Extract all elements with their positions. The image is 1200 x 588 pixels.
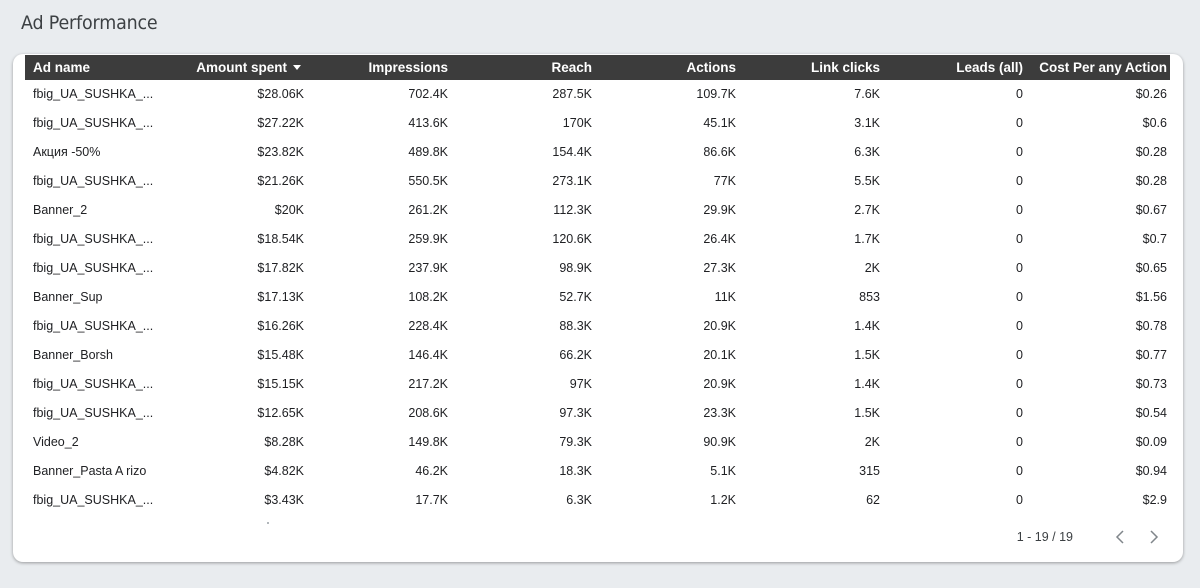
table-row[interactable] <box>25 428 1170 457</box>
cell-ad-name: fbig_UA_SUSHKA_... <box>33 261 154 275</box>
cell-leads-all: 0 <box>1016 319 1023 333</box>
cell-actions: 45.1K <box>703 116 736 130</box>
table-body <box>25 80 1170 520</box>
cell-ad-name: fbig_UA_SUSHKA_... <box>33 406 154 420</box>
cell-amount-spent: $15.48K <box>257 348 304 362</box>
cell-actions: 86.6K <box>703 145 736 159</box>
cell-reach: 154.4K <box>552 145 592 159</box>
column-header-label: Amount spent <box>196 60 287 75</box>
cell-reach: 79.3K <box>559 435 592 449</box>
cell-amount-spent: $16.26K <box>257 319 304 333</box>
cell-actions: 5.1K <box>710 464 736 478</box>
cell-reach: 66.2K <box>559 348 592 362</box>
cell-ad-name: Акция -50% <box>33 145 101 159</box>
column-header-cost-per-action[interactable] <box>1030 55 1167 80</box>
column-header-label: Link clicks <box>810 60 880 75</box>
cell-amount-spent: $4.82K <box>264 464 304 478</box>
table-row[interactable] <box>25 283 1170 312</box>
cell-actions: 20.1K <box>703 348 736 362</box>
cell-cost-per-action: $0.73 <box>1135 377 1167 391</box>
cell-impressions: 17.7K <box>415 493 448 507</box>
cell-link-clicks: 5.5K <box>854 174 880 188</box>
cell-ad-name: fbig_UA_SUSHKA_... <box>33 493 154 507</box>
table-row[interactable] <box>25 399 1170 428</box>
pagination <box>1017 526 1163 548</box>
cell-ad-name: fbig_UA_SUSHKA_... <box>33 116 154 130</box>
cell-cost-per-action: $0.6 <box>1142 116 1167 130</box>
cell-link-clicks: 62 <box>866 493 880 507</box>
cell-link-clicks: 1.4K <box>854 319 880 333</box>
cell-amount-spent: $17.13K <box>257 290 304 304</box>
cell-ad-name: fbig_UA_SUSHKA_... <box>33 319 154 333</box>
column-header-actions[interactable] <box>613 55 736 80</box>
cell-reach: 170K <box>562 116 592 130</box>
cell-leads-all: 0 <box>1016 232 1023 246</box>
table-row[interactable] <box>25 196 1170 225</box>
cell-impressions: 259.9K <box>408 232 448 246</box>
table-header <box>25 55 1170 80</box>
cell-reach: 98.9K <box>559 261 592 275</box>
cell-impressions: 146.4K <box>408 348 448 362</box>
previous-page-button[interactable] <box>1111 528 1129 546</box>
cell-impressions: 208.6K <box>408 406 448 420</box>
table-row[interactable] <box>25 254 1170 283</box>
cell-actions: 27.3K <box>703 261 736 275</box>
cell-amount-spent: $18.54K <box>257 232 304 246</box>
cell-link-clicks: 1.5K <box>854 406 880 420</box>
cell-leads-all: 0 <box>1016 145 1023 159</box>
cell-amount-spent: $28.06K <box>257 87 304 101</box>
column-header-leads-all[interactable] <box>901 55 1023 80</box>
cell-link-clicks: 315 <box>859 464 880 478</box>
cell-leads-all: 0 <box>1016 261 1023 275</box>
cell-leads-all: 0 <box>1016 406 1023 420</box>
table-row[interactable] <box>25 138 1170 167</box>
ad-performance-table-card <box>13 54 1183 562</box>
cell-impressions: 46.2K <box>415 464 448 478</box>
cell-cost-per-action: $0.28 <box>1135 174 1167 188</box>
column-header-reach[interactable] <box>470 55 592 80</box>
cell-leads-all: 0 <box>1016 348 1023 362</box>
table-row[interactable] <box>25 80 1170 109</box>
cell-leads-all: 0 <box>1016 116 1023 130</box>
cell-impressions: 489.8K <box>408 145 448 159</box>
cell-actions: 109.7K <box>696 87 736 101</box>
cell-link-clicks: 2.7K <box>854 203 880 217</box>
cell-reach: 97.3K <box>559 406 592 420</box>
table-row[interactable] <box>25 109 1170 138</box>
cell-impressions: 237.9K <box>408 261 448 275</box>
cell-link-clicks: 2K <box>864 261 880 275</box>
cell-leads-all: 0 <box>1016 377 1023 391</box>
page-title: Ad Performance <box>21 12 158 34</box>
cell-link-clicks: 7.6K <box>854 87 880 101</box>
table-row[interactable] <box>25 457 1170 486</box>
cell-ad-name: Banner_Pasta A rizo <box>33 464 147 478</box>
chevron-right-icon <box>1149 530 1159 544</box>
column-header-label: Actions <box>686 60 736 75</box>
cell-reach: 88.3K <box>559 319 592 333</box>
table-row[interactable] <box>25 225 1170 254</box>
column-header-label: Impressions <box>368 60 448 75</box>
cell-ad-name: Video_2 <box>33 435 79 449</box>
cell-actions: 90.9K <box>703 435 736 449</box>
cell-reach: 120.6K <box>552 232 592 246</box>
table-row[interactable] <box>25 370 1170 399</box>
cell-ad-name: Banner_2 <box>33 203 88 217</box>
cell-actions: 20.9K <box>703 377 736 391</box>
cell-cost-per-action: $2.9 <box>1142 493 1167 507</box>
cell-impressions: 702.4K <box>408 87 448 101</box>
cell-cost-per-action: $0.67 <box>1135 203 1167 217</box>
cell-cost-per-action: $0.28 <box>1135 145 1167 159</box>
cell-amount-spent: $20K <box>274 203 304 217</box>
cell-reach: 18.3K <box>559 464 592 478</box>
cell-actions: 77K <box>713 174 736 188</box>
cell-leads-all: 0 <box>1016 464 1023 478</box>
cell-link-clicks: 6.3K <box>854 145 880 159</box>
table-row[interactable] <box>25 486 1170 515</box>
cell-leads-all: 0 <box>1016 174 1023 188</box>
cell-reach: 52.7K <box>559 290 592 304</box>
cell-cost-per-action: $0.77 <box>1135 348 1167 362</box>
chevron-left-icon <box>1115 530 1125 544</box>
cell-link-clicks: 1.4K <box>854 377 880 391</box>
column-header-label: Ad name <box>33 60 91 75</box>
cell-amount-spent: $21.26K <box>257 174 304 188</box>
column-header-amount-spent[interactable] <box>165 55 301 80</box>
cell-link-clicks: 1.5K <box>854 348 880 362</box>
cell-ad-name: Banner_Sup <box>33 290 103 304</box>
cell-leads-all: 0 <box>1016 87 1023 101</box>
cell-leads-all: 0 <box>1016 435 1023 449</box>
table-row[interactable] <box>25 167 1170 196</box>
next-page-button[interactable] <box>1145 528 1163 546</box>
cell-amount-spent: $15.15K <box>257 377 304 391</box>
cell-cost-per-action: $0.7 <box>1142 232 1167 246</box>
partial-row-indicator <box>267 522 269 524</box>
pagination-range: 1 - 19 / 19 <box>1016 530 1073 544</box>
table-row[interactable] <box>25 312 1170 341</box>
cell-cost-per-action: $0.09 <box>1135 435 1167 449</box>
cell-link-clicks: 853 <box>859 290 880 304</box>
cell-reach: 112.3K <box>553 203 592 217</box>
cell-actions: 23.3K <box>703 406 736 420</box>
cell-ad-name: fbig_UA_SUSHKA_... <box>33 174 154 188</box>
cell-amount-spent: $12.65K <box>257 406 304 420</box>
cell-impressions: 108.2K <box>408 290 448 304</box>
cell-ad-name: fbig_UA_SUSHKA_... <box>33 232 154 246</box>
cell-amount-spent: $17.82K <box>257 261 304 275</box>
cell-actions: 26.4K <box>703 232 736 246</box>
cell-cost-per-action: $0.94 <box>1135 464 1167 478</box>
cell-cost-per-action: $0.54 <box>1135 406 1167 420</box>
cell-cost-per-action: $0.78 <box>1135 319 1167 333</box>
cell-reach: 97K <box>569 377 592 391</box>
cell-cost-per-action: $0.65 <box>1135 261 1167 275</box>
cell-link-clicks: 3.1K <box>854 116 880 130</box>
column-header-label: Leads (all) <box>956 60 1023 75</box>
cell-impressions: 413.6K <box>408 116 448 130</box>
column-header-label: Cost Per any Action <box>1039 60 1167 75</box>
cell-impressions: 550.5K <box>408 174 448 188</box>
cell-cost-per-action: $0.26 <box>1135 87 1167 101</box>
cell-impressions: 261.2K <box>408 203 448 217</box>
cell-amount-spent: $3.43K <box>264 493 304 507</box>
cell-link-clicks: 1.7K <box>854 232 880 246</box>
cell-ad-name: fbig_UA_SUSHKA_... <box>33 87 154 101</box>
cell-actions: 20.9K <box>703 319 736 333</box>
column-header-link-clicks[interactable] <box>757 55 880 80</box>
cell-leads-all: 0 <box>1016 290 1023 304</box>
cell-amount-spent: $8.28K <box>264 435 304 449</box>
cell-reach: 287.5K <box>552 87 592 101</box>
cell-reach: 6.3K <box>566 493 592 507</box>
cell-actions: 29.9K <box>703 203 736 217</box>
cell-actions: 11K <box>714 290 736 304</box>
cell-impressions: 149.8K <box>408 435 448 449</box>
cell-ad-name: Banner_Borsh <box>33 348 113 362</box>
column-header-ad-name[interactable] <box>33 55 183 80</box>
cell-cost-per-action: $1.56 <box>1135 290 1167 304</box>
cell-leads-all: 0 <box>1016 493 1023 507</box>
column-header-impressions[interactable] <box>325 55 448 80</box>
cell-link-clicks: 2K <box>864 435 880 449</box>
cell-amount-spent: $23.82K <box>257 145 304 159</box>
cell-impressions: 217.2K <box>408 377 448 391</box>
cell-reach: 273.1K <box>552 174 592 188</box>
cell-actions: 1.2K <box>710 493 736 507</box>
table-row[interactable] <box>25 341 1170 370</box>
cell-impressions: 228.4K <box>408 319 448 333</box>
cell-amount-spent: $27.22K <box>257 116 304 130</box>
column-header-label: Reach <box>551 60 592 75</box>
cell-leads-all: 0 <box>1016 203 1023 217</box>
sort-descending-icon <box>293 65 301 70</box>
cell-ad-name: fbig_UA_SUSHKA_... <box>33 377 154 391</box>
